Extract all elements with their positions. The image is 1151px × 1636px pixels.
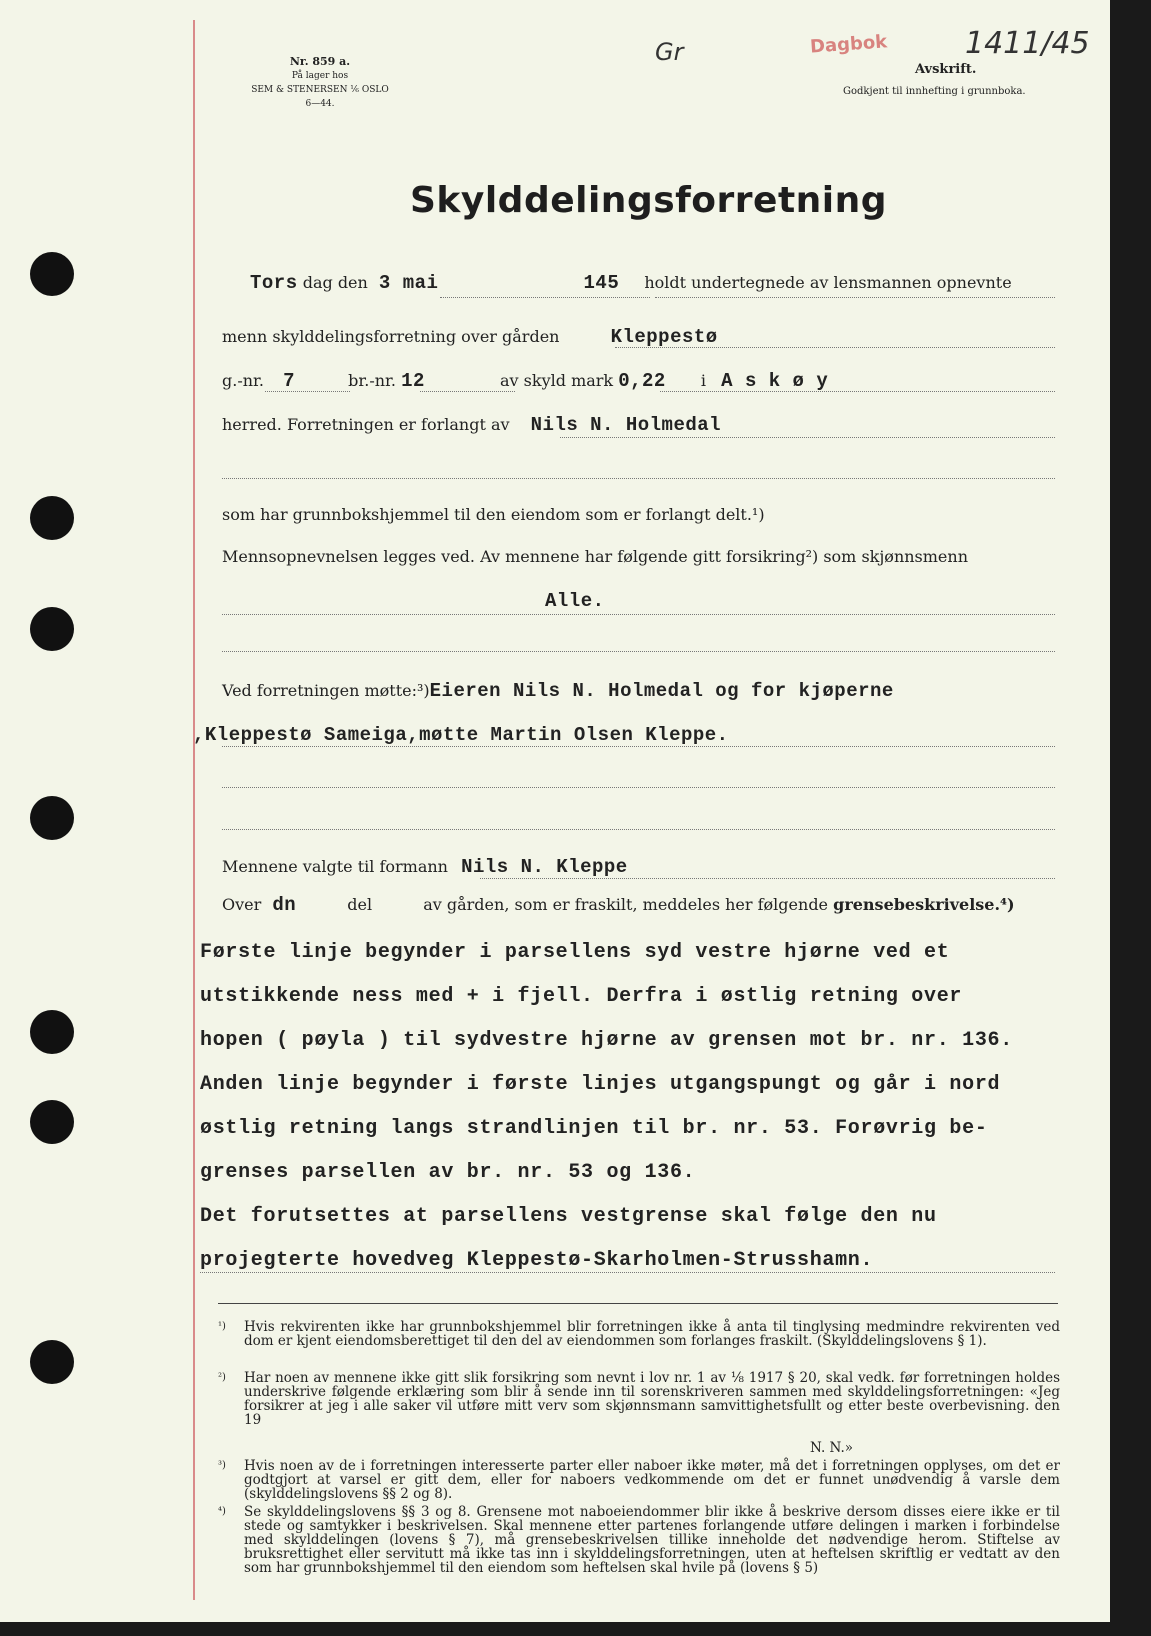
gaarden-text: av gården, som er fraskilt, meddeles her følgende (423, 895, 829, 914)
handwritten-number: 1411/45 (965, 26, 1090, 61)
punch-hole (30, 796, 74, 840)
motte-value-1: Eieren Nils N. Holmedal og for kjøperne (429, 680, 894, 702)
over-label: Over (222, 895, 262, 914)
description-line: utstikkende ness med + i fjell. Derfra i østlig retning over (200, 985, 963, 1008)
footnote-text: Hvis rekvirenten ikke har grunnbokshjemmel blir forretningen ikke å anta til tinglysing medmindre rekvirenten ved dom er kjent eiendomsberettiget til den del av eiendommen som forlanges fraskilt. (Skylddelingslovens § 1). (244, 1319, 1060, 1349)
alle-value: Alle. (545, 590, 605, 612)
printer-line: På lager hos (291, 71, 349, 81)
intro-gnr-line (222, 370, 828, 392)
punch-hole (30, 252, 74, 296)
motte-line (222, 680, 894, 702)
formann-line (222, 856, 628, 878)
i-label: i (700, 371, 707, 390)
over-value: dn (272, 894, 297, 916)
motte-value-2: ,Kleppestø Sameiga,møtte Martin Olsen Kleppe. (193, 724, 729, 746)
dotted-line (200, 1272, 1055, 1273)
dotted-line (222, 787, 1055, 788)
brnr-label: br.-nr. (348, 371, 397, 390)
description-line: grenses parsellen av br. nr. 53 og 136. (200, 1161, 696, 1184)
skyld-label: av skyld mark (500, 371, 614, 390)
printer-date: 6—44. (305, 99, 335, 109)
motte-label: Ved forretningen møtte:³) (222, 681, 430, 700)
municipality-value: A s k ø y (721, 370, 829, 392)
intro-after-year: holdt undertegnede av lensmannen opnevnte (644, 273, 1012, 292)
footnote-text: Hvis noen av de i forretningen interesserte parter eller naboer ikke møter, må det i forretningen opplyses, om det er godtgjort at varsel er gitt dem, eller for naboers vedkommende om det er funnet unødvendig å varsle dem (skylddelingslovens §§ 2 og 8). (244, 1458, 1060, 1502)
punch-hole (30, 1100, 74, 1144)
del-text: del (347, 895, 373, 914)
footnote (220, 1320, 1060, 1348)
formann-label: Mennene valgte til formann (222, 857, 448, 876)
dotted-line (615, 347, 1055, 348)
footnote-mark: ²) (218, 1372, 226, 1383)
handwritten-initials: Gr (655, 38, 684, 66)
form-number: Nr. 859 a. (289, 55, 351, 68)
description-line: Første linje begynder i parsellens syd vestre hjørne ved et (200, 941, 950, 964)
formann-value: Nils N. Kleppe (461, 856, 628, 878)
grensebeskrivelse-label: grensebeskrivelse.⁴) (833, 895, 1015, 914)
mennsopnevnelsen-text: Mennsopnevnelsen legges ved. Av mennene har følgende gitt forsikring²) som skjønnsmenn (222, 547, 969, 566)
dotted-line (420, 391, 515, 392)
gnr-label: g.-nr. (222, 371, 265, 390)
motte-line-2 (193, 724, 729, 746)
footnote-text: Har noen av mennene ikke gitt slik forsikring som nevnt i lov nr. 1 av ⅛ 1917 § 20, skal vedk. før forretningen holdes underskrive følgende erklæring som blir å sende inn til sorenskriveren sammen med skylddelingsforretningen: «Jeg forsikrer at jeg i alle saker vil utføre mitt verv som skjønnsmann samvittighetsfullt og etter beste overbevisning. den 19 (244, 1370, 1060, 1428)
over-line (222, 894, 1015, 916)
year-value: 145 (583, 272, 620, 294)
date-value: 3 mai (378, 272, 439, 294)
farm-value: Kleppestø (610, 326, 718, 348)
grunnbok-text: som har grunnbokshjemmel til den eiendom som er forlangt delt.¹) (222, 505, 765, 524)
intro-requester-line (222, 414, 721, 436)
dotted-line (560, 437, 1055, 438)
brnr-value: 12 (401, 370, 425, 392)
skyld-value: 0,22 (618, 370, 666, 392)
day-suffix: dag den (302, 273, 368, 292)
description-line: Anden linje begynder i første linjes utgangspungt og går i nord (200, 1073, 1001, 1096)
footnote-mark: ¹) (218, 1321, 226, 1332)
footnote-separator (218, 1303, 1058, 1304)
dotted-line (222, 478, 1055, 479)
punch-hole (30, 607, 74, 651)
punch-hole (30, 1010, 74, 1054)
dotted-line (440, 297, 650, 298)
dotted-line (222, 614, 1055, 615)
day-value: Tors (250, 272, 298, 294)
footnote-signature (810, 1441, 930, 1455)
printer-name: SEM & STENERSEN ⅙ OSLO (251, 85, 389, 95)
dotted-line (222, 829, 1055, 830)
dotted-line (655, 297, 1055, 298)
dotted-line (660, 391, 1055, 392)
printer-imprint (225, 55, 415, 111)
dotted-line (480, 878, 1055, 879)
dotted-line (222, 651, 1055, 652)
herred-text: herred. Forretningen er forlangt av (222, 415, 510, 434)
punch-hole (30, 496, 74, 540)
intro-day-line (250, 272, 1012, 294)
punch-hole (30, 1340, 74, 1384)
footnote-signature-text: N. N.» (810, 1440, 854, 1456)
footnote-text: Se skylddelingslovens §§ 3 og 8. Grensene mot naboeiendommer blir ikke å beskrive dersom disses eiere ikke er til stede og samtykker i beskrivelsen. Skal mennene etter partenes forlangende utføre delingen i marken i forbindelse med skylddelingen (lovens § 7), må grensebeskrivelsen tillike inneholde det nødvendige herom. Stiftelse av bruksrettighet eller servitutt må ikke tas inn i skylddelingsforretningen, uten at heftelsen skriftlig er vedtatt av den som har grunnbokshjemmel til den eiendom som heftelsen skal hvile på (lovens § 5) (244, 1504, 1060, 1576)
dagbok-stamp: Dagbok (809, 31, 888, 58)
godkjent-note: Godkjent til innhefting i grunnboka. (843, 86, 1026, 97)
avskrift-label: Avskrift. (915, 62, 977, 77)
dotted-line (265, 391, 350, 392)
footnote (220, 1371, 1060, 1427)
page-title: Skylddelingsforretning (410, 180, 888, 221)
gnr-value: 7 (283, 370, 296, 392)
requester-value: Nils N. Holmedal (530, 414, 722, 436)
footnote (220, 1459, 1060, 1501)
alle-line (545, 590, 605, 612)
description-line: projegterte hovedveg Kleppestø-Skarholmen-Strusshamn. (200, 1249, 874, 1272)
description-line: hopen ( pøyla ) til sydvestre hjørne av grensen mot br. nr. 136. (200, 1029, 1013, 1052)
intro-farm-line (222, 326, 718, 348)
dotted-line (222, 746, 1055, 747)
description-line: Det forutsettes at parsellens vestgrense skal følge den nu (200, 1205, 937, 1228)
margin-line (193, 20, 195, 1600)
farm-prefix: menn skylddelingsforretning over gården (222, 327, 560, 346)
footnote-mark: ³) (218, 1460, 226, 1471)
footnote (220, 1505, 1060, 1575)
description-line: østlig retning langs strandlinjen til br. nr. 53. Forøvrig be- (200, 1117, 988, 1140)
footnote-mark: ⁴) (218, 1506, 226, 1517)
